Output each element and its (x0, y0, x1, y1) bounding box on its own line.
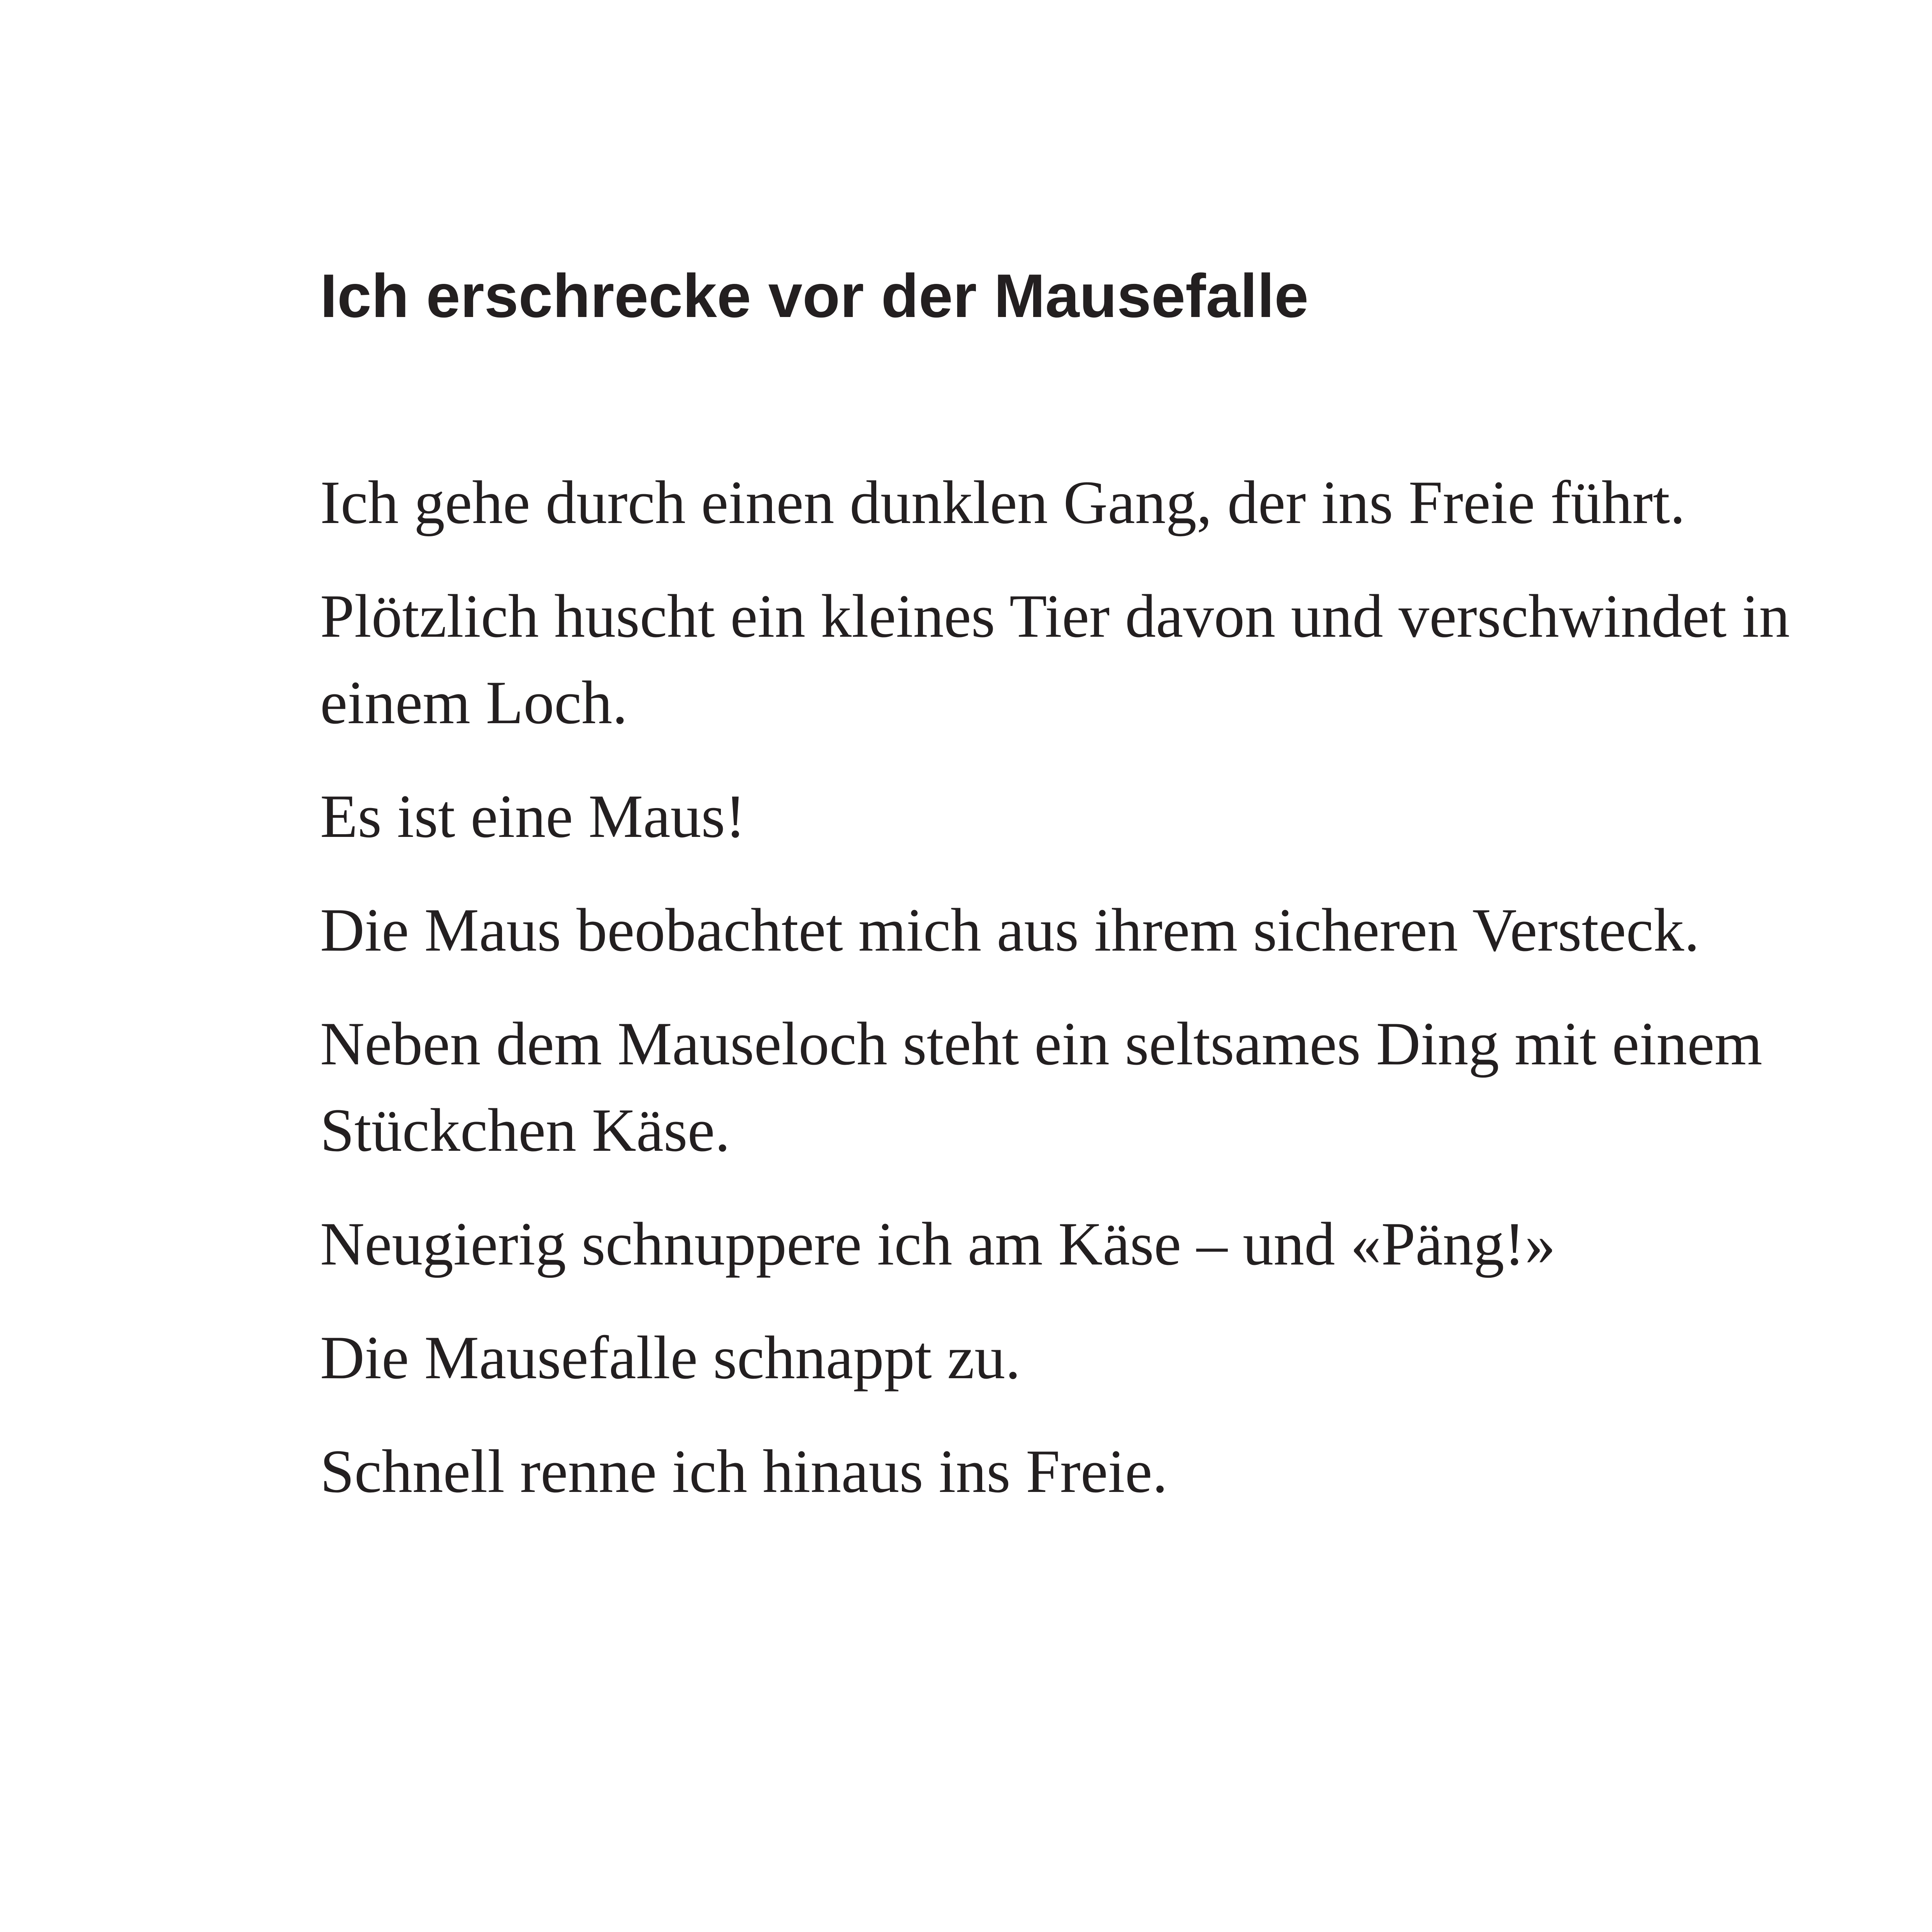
paragraph-1: Ich gehe durch einen dunklen Gang, der ins Freie führt. (320, 468, 1685, 537)
paragraph-4: Die Maus beobachtet mich aus ihrem sicheren Versteck. (320, 896, 1700, 964)
story-body (320, 460, 1800, 1515)
paragraph-6: Neugierig schnuppere ich am Käse – und «Päng!» (320, 1210, 1556, 1278)
story-title: Ich erschrecke vor der Mausefalle (320, 262, 1309, 330)
paragraph-8: Schnell renne ich hinaus ins Freie. (320, 1437, 1168, 1506)
paragraph-7: Die Mausefalle schnappt zu. (320, 1324, 1021, 1392)
paragraph-2: Plötzlich huscht ein kleines Tier davon und verschwindet in einem Loch. (320, 582, 1790, 737)
paragraph-5: Neben dem Mauseloch steht ein seltsames Ding mit einem Stückchen Käse. (320, 1010, 1763, 1164)
paragraph-3: Es ist eine Maus! (320, 782, 746, 851)
